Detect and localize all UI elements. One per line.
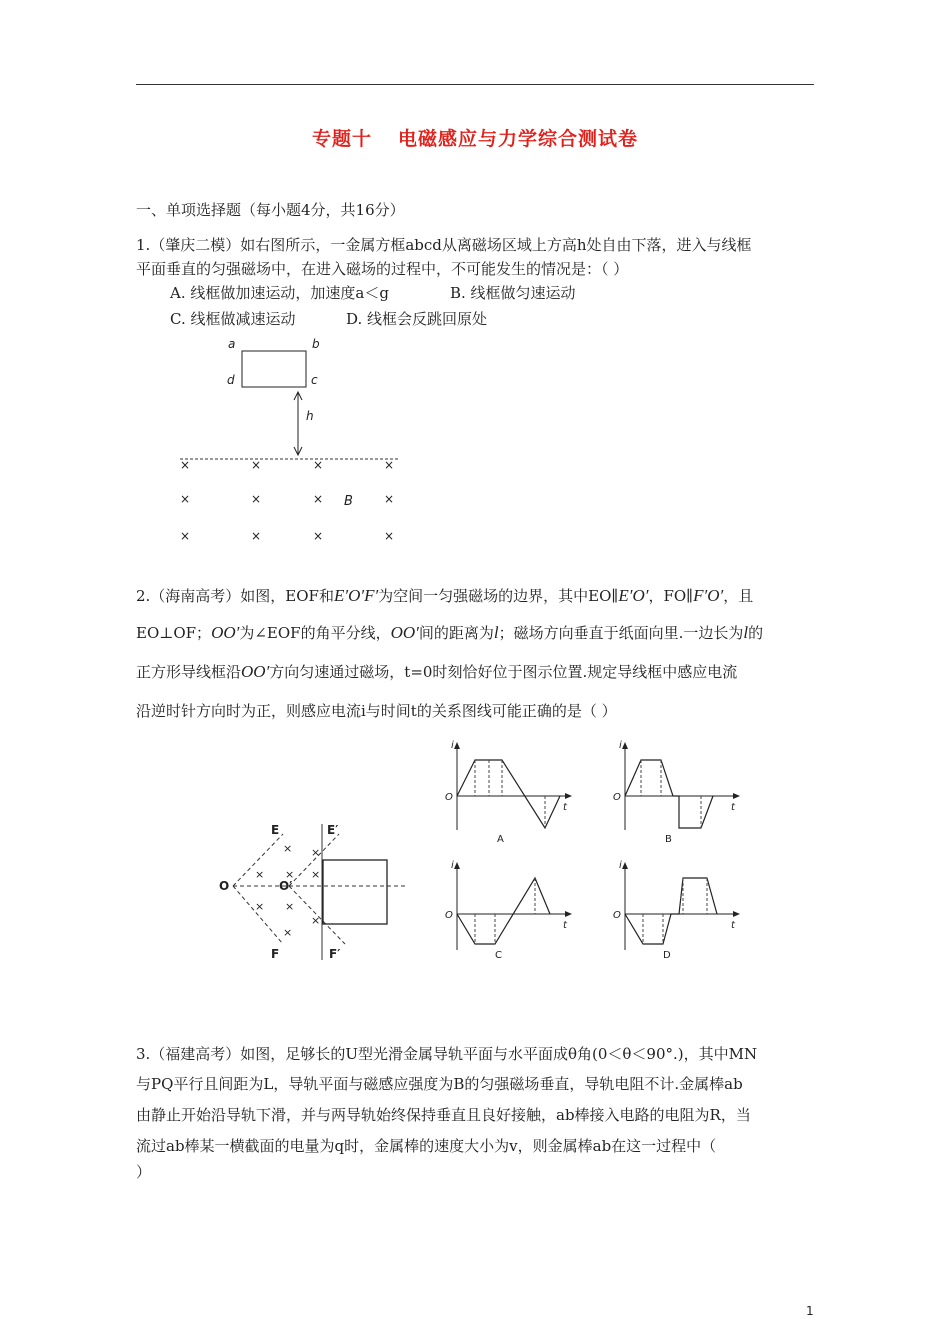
- frame-abcd: [242, 351, 306, 387]
- q1-line2: 平面垂直的匀强磁场中，在进入磁场的过程中，不可能发生的情况是：（ ）: [136, 260, 629, 278]
- svg-text:×: ×: [180, 492, 191, 506]
- graph-label-A: A: [497, 834, 504, 845]
- graph-D: [613, 858, 753, 968]
- svg-text:×: ×: [255, 868, 265, 881]
- svg-text:×: ×: [180, 529, 191, 543]
- svg-text:×: ×: [311, 846, 321, 859]
- q1-option-c: C. 线框做减速运动: [170, 310, 296, 328]
- svg-text:×: ×: [313, 529, 324, 543]
- svg-text:i: i: [451, 740, 454, 751]
- svg-text:×: ×: [384, 458, 395, 472]
- svg-text:×: ×: [384, 492, 395, 506]
- q3-line1: 3.（福建高考）如图，足够长的U型光滑金属导轨平面与水平面成θ角(0＜θ＜90°.)，其中MN: [136, 1045, 758, 1063]
- graph-label-D: D: [663, 950, 671, 961]
- svg-text:O: O: [445, 910, 453, 921]
- label-O-prime: O′: [279, 879, 293, 893]
- svg-text:t: t: [563, 920, 567, 931]
- svg-text:i: i: [451, 860, 454, 871]
- graph-label-B: B: [665, 834, 672, 845]
- title-part1: 专题十: [311, 128, 372, 150]
- q3-line4: 流过ab棒某一横截面的电量为q时，金属棒的速度大小为v，则金属棒ab在这一过程中（: [136, 1137, 717, 1155]
- q1-option-b: B. 线框做匀速运动: [450, 284, 576, 302]
- graph-A: [445, 738, 585, 848]
- title-part2: 电磁感应与力学综合测试卷: [398, 128, 639, 150]
- svg-text:×: ×: [285, 868, 295, 881]
- svg-text:t: t: [731, 920, 735, 931]
- svg-text:O: O: [613, 792, 621, 803]
- svg-text:i: i: [619, 860, 622, 871]
- svg-text:×: ×: [311, 914, 321, 927]
- label-h: h: [306, 409, 314, 423]
- q1-option-a: A. 线框做加速运动，加速度a＜g: [170, 284, 389, 302]
- q3-line2: 与PQ平行且间距为L，导轨平面与磁感应强度为B的匀强磁场垂直，导轨电阻不计.金属棒ab: [136, 1075, 743, 1093]
- square-loop: [323, 860, 387, 924]
- header-rule: [136, 84, 814, 85]
- svg-text:×: ×: [313, 458, 324, 472]
- label-c: c: [311, 373, 318, 387]
- svg-text:×: ×: [283, 842, 293, 855]
- label-E-prime: E′: [327, 823, 339, 837]
- section-heading: 一、单项选择题（每小题4分，共16分）: [136, 201, 405, 219]
- q2-line1: 2.（海南高考）如图，EOF和E′O′F′为空间一匀强磁场的边界，其中EO∥E′O′，FO∥F′O′，且: [136, 586, 754, 605]
- svg-text:×: ×: [251, 492, 262, 506]
- q1-option-d: D. 线框会反跳回原处: [346, 310, 488, 328]
- label-O: O: [219, 879, 230, 893]
- graph-C: [445, 858, 585, 968]
- svg-text:×: ×: [251, 458, 262, 472]
- svg-text:O: O: [613, 910, 621, 921]
- field-crosses: [180, 458, 394, 543]
- q2-line3: 正方形导线框沿OO′方向匀速通过磁场，t=0时刻恰好位于图示位置.规定导线框中感应电流: [136, 662, 738, 681]
- svg-text:×: ×: [255, 900, 265, 913]
- svg-text:×: ×: [313, 492, 324, 506]
- graph-label-C: C: [495, 950, 502, 961]
- svg-text:×: ×: [285, 900, 295, 913]
- svg-text:O: O: [445, 792, 453, 803]
- label-F-prime: F′: [329, 947, 341, 961]
- q2-line4: 沿逆时针方向时为正，则感应电流i与时间t的关系图线可能正确的是（ ）: [136, 702, 617, 720]
- q3-line5: ）: [136, 1163, 152, 1181]
- q2-field-figure: [215, 820, 415, 970]
- page-number: 1: [806, 1304, 814, 1318]
- svg-text:×: ×: [180, 458, 191, 472]
- label-a: a: [228, 337, 236, 351]
- label-E: E: [271, 823, 280, 837]
- svg-text:t: t: [731, 802, 735, 813]
- q1-figure: [170, 330, 410, 550]
- svg-text:×: ×: [384, 529, 395, 543]
- q2-line2: EO⊥OF；OO′为∠EOF的角平分线，OO′间的距离为l；磁场方向垂直于纸面向里.一边长为l的: [136, 623, 764, 642]
- label-B: B: [344, 494, 353, 509]
- svg-text:×: ×: [251, 529, 262, 543]
- q1-line1: 1.（肇庆二模）如右图所示，一金属方框abcd从离磁场区域上方高h处自由下落，进入与线框: [136, 236, 752, 254]
- label-F: F: [271, 947, 280, 961]
- label-d: d: [227, 373, 235, 387]
- label-b: b: [312, 337, 320, 351]
- q3-line3: 由静止开始沿导轨下滑，并与两导轨始终保持垂直且良好接触，ab棒接入电路的电阻为R，当: [136, 1106, 751, 1124]
- svg-text:i: i: [619, 740, 622, 751]
- svg-text:×: ×: [311, 868, 321, 881]
- svg-text:×: ×: [283, 926, 293, 939]
- svg-text:t: t: [563, 802, 567, 813]
- graph-B: [613, 738, 753, 848]
- page-title: [0, 124, 950, 151]
